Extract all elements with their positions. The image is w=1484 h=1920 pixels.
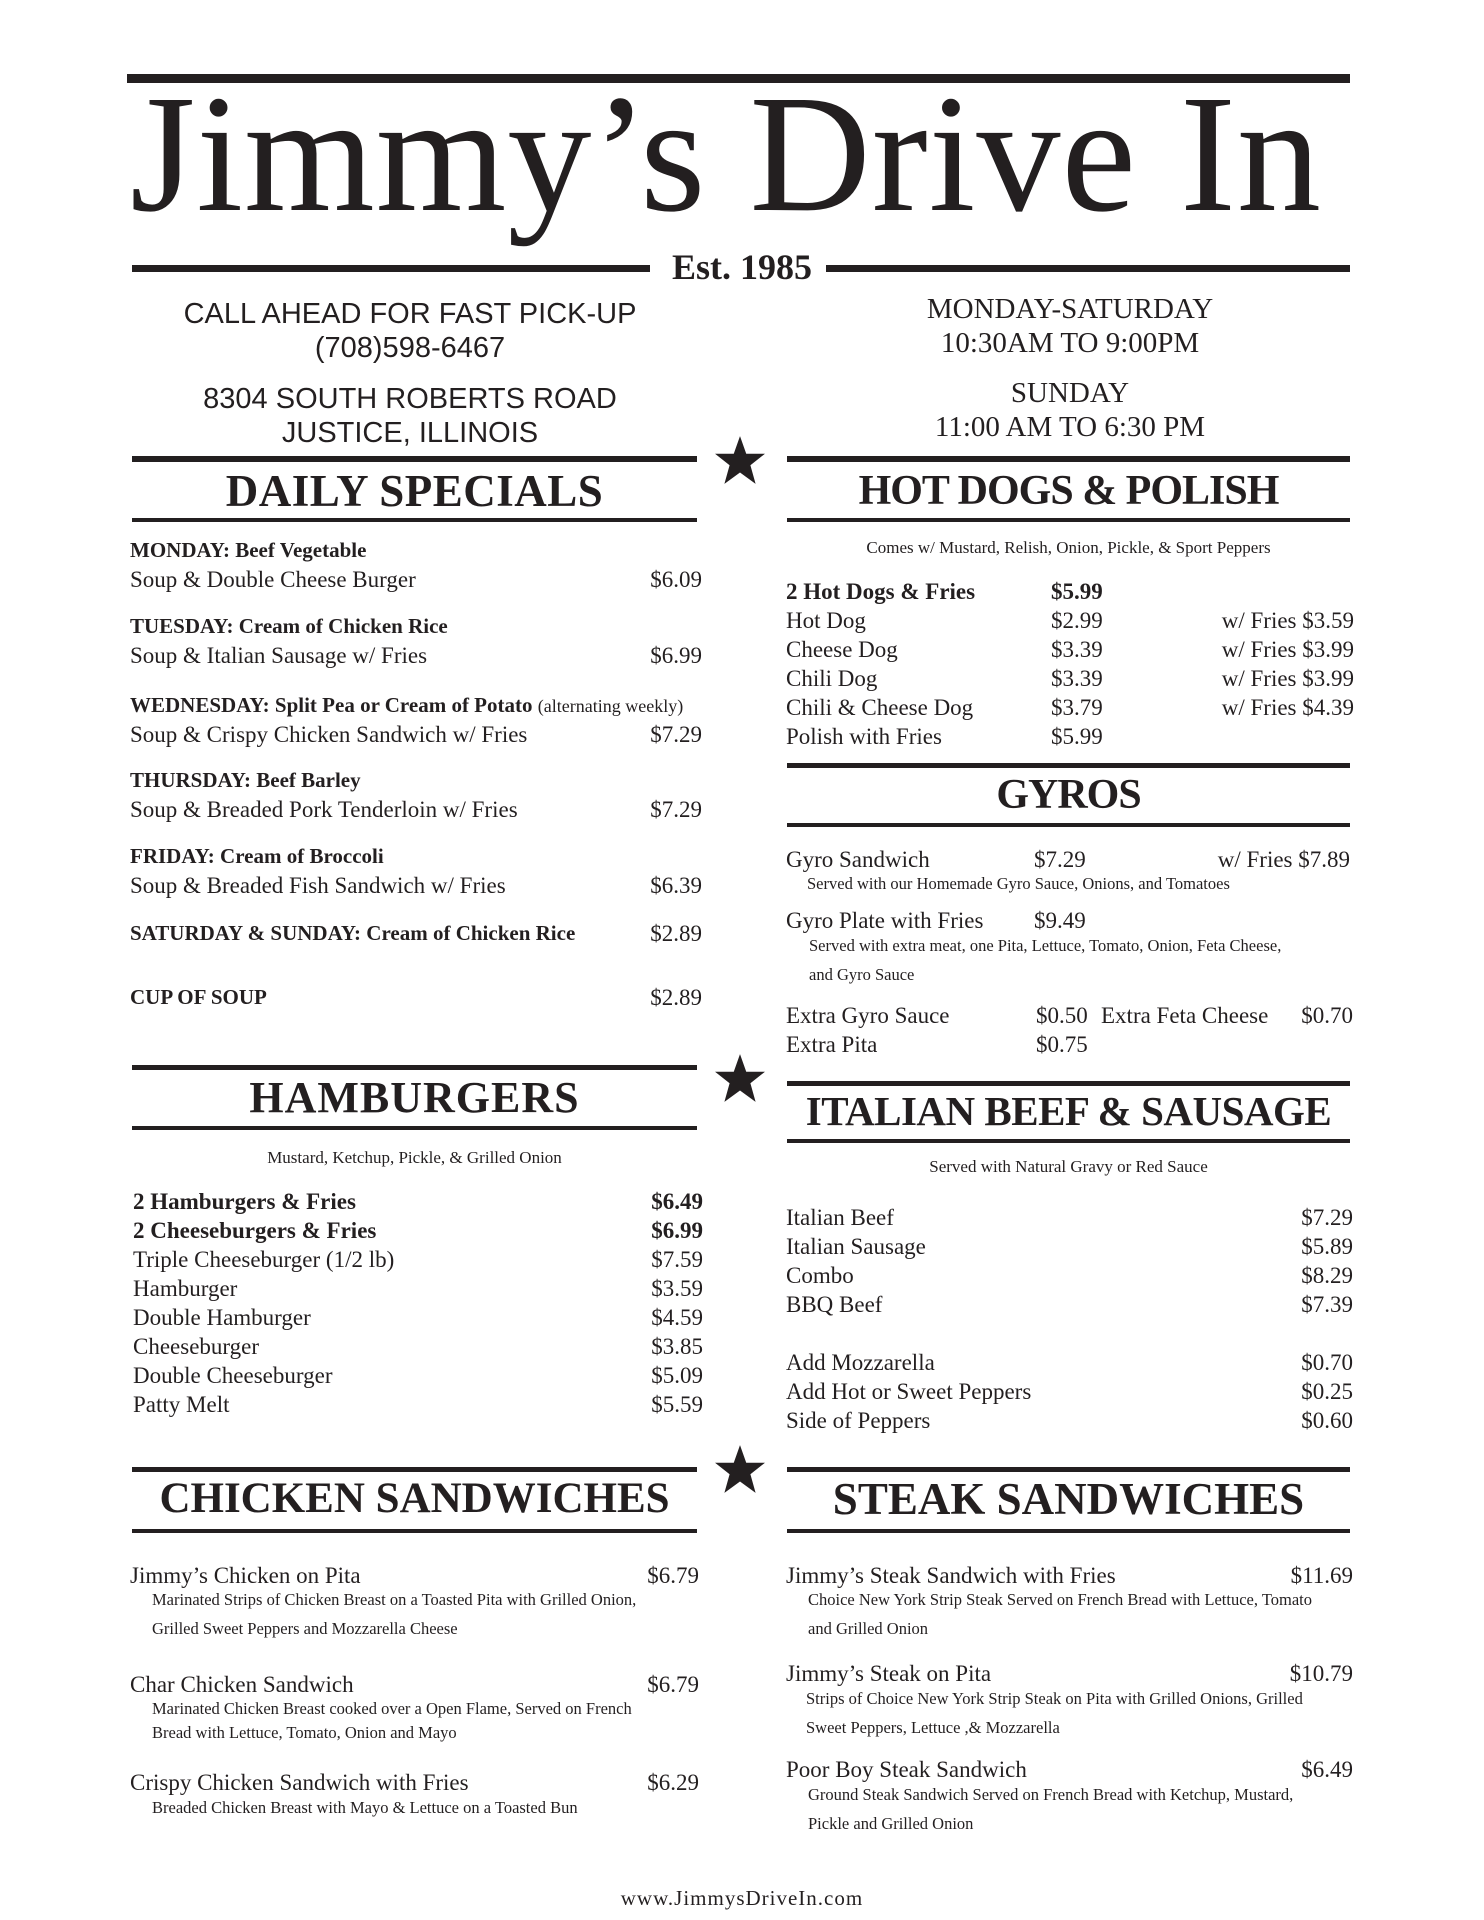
extra-gyro-sauce: Extra Gyro Sauce $0.50 — [786, 1003, 1088, 1028]
italian-beef-price: $8.29 — [1301, 1263, 1353, 1288]
star-icon — [714, 434, 766, 486]
special-day-thursday: THURSDAY: Beef Barley — [130, 768, 361, 792]
hamburger-price: $3.59 — [651, 1276, 703, 1301]
hamburger-price: $6.99 — [651, 1218, 703, 1243]
hamburger-item: Triple Cheeseburger (1/2 lb) $7.59 — [133, 1247, 703, 1272]
hot-dog-item: Chili Dog $3.39 w/ Fries $3.99 — [786, 666, 1354, 691]
hot-dog-item: Chili & Cheese Dog $3.79 w/ Fries $4.39 — [786, 695, 1354, 720]
extra-pita-price: $0.75 — [1036, 1032, 1088, 1057]
italian-beef-item: Italian Sausage $5.89 — [786, 1234, 1353, 1259]
chicken-item: Char Chicken Sandwich $6.79 — [130, 1672, 699, 1697]
extra-pita: Extra Pita $0.75 — [786, 1032, 1088, 1057]
italian-beef-price: $5.89 — [1301, 1234, 1353, 1259]
address-line1: 8304 SOUTH ROBERTS ROAD — [203, 383, 617, 415]
chicken-desc: Grilled Sweet Peppers and Mozzarella Cheese — [152, 1619, 458, 1638]
gyros-top-rule — [787, 763, 1350, 768]
italian-beef-title: ITALIAN BEEF & SAUSAGE — [805, 1088, 1332, 1134]
hamburger-price: $7.59 — [651, 1247, 703, 1272]
gyro-sandwich-desc: Served with our Homemade Gyro Sauce, Onions, and Tomatoes — [807, 874, 1230, 893]
hamburgers-bottom-rule — [132, 1126, 697, 1130]
hamburger-price: $6.49 — [651, 1189, 703, 1214]
steak-item: Poor Boy Steak Sandwich $6.49 — [786, 1757, 1353, 1782]
hot-dog-fries-price: w/ Fries $4.39 — [1221, 695, 1354, 720]
gyro-sandwich-price: $7.29 — [1034, 847, 1086, 872]
call-ahead-text: CALL AHEAD FOR FAST PICK-UP — [183, 298, 637, 330]
hamburger-item: Cheeseburger $3.85 — [133, 1334, 703, 1359]
steak-title: STEAK SANDWICHES — [832, 1474, 1305, 1524]
star-icon — [714, 1443, 766, 1495]
address-line2: JUSTICE, ILLINOIS — [281, 417, 539, 449]
steak-desc: Pickle and Grilled Onion — [808, 1814, 974, 1833]
extra-gyro-sauce-price: $0.50 — [1036, 1003, 1088, 1028]
chicken-price: $6.79 — [647, 1672, 699, 1697]
special-item-wednesday: Soup & Crispy Chicken Sandwich w/ Fries $7.29 — [130, 722, 702, 747]
steak-top-rule — [787, 1467, 1350, 1472]
gyro-plate-desc: Served with extra meat, one Pita, Lettuce, Tomato, Onion, Feta Cheese, — [809, 936, 1282, 955]
hours-weekday-label: MONDAY-SATURDAY — [926, 293, 1214, 325]
chicken-item: Jimmy’s Chicken on Pita $6.79 — [130, 1563, 699, 1588]
steak-desc: Ground Steak Sandwich Served on French Bread with Ketchup, Mustard, — [808, 1785, 1294, 1804]
hot-dog-fries-price: w/ Fries $3.99 — [1221, 637, 1354, 662]
gyro-plate-price: $9.49 — [1034, 908, 1086, 933]
hot-dog-item: Cheese Dog $3.39 w/ Fries $3.99 — [786, 637, 1354, 662]
special-weekend-price: $2.89 — [650, 921, 702, 946]
extra-feta-cheese-price: $0.70 — [1301, 1003, 1353, 1028]
special-day-wednesday: WEDNESDAY: Split Pea or Cream of Potato (alternating weekly) — [130, 693, 684, 717]
hours-weekday: 10:30AM TO 9:00PM — [940, 327, 1200, 359]
hamburger-item: Double Cheeseburger $5.09 — [133, 1363, 703, 1388]
hamburgers-top-rule — [132, 1065, 697, 1070]
steak-desc: Strips of Choice New York Strip Steak on Pita with Grilled Onions, Grilled — [806, 1689, 1303, 1708]
hamburger-item: 2 Hamburgers & Fries $6.49 — [133, 1189, 703, 1214]
website-link[interactable]: www.JimmysDriveIn.com — [620, 1886, 864, 1910]
steak-item: Jimmy’s Steak on Pita $10.79 — [786, 1661, 1353, 1686]
chicken-top-rule — [132, 1467, 697, 1472]
hot-dog-item: Hot Dog $2.99 w/ Fries $3.59 — [786, 608, 1354, 633]
italian-beef-subtitle: Served with Natural Gravy or Red Sauce — [929, 1157, 1208, 1176]
italian-beef-item: BBQ Beef $7.39 — [786, 1292, 1353, 1317]
steak-price: $6.49 — [1301, 1757, 1353, 1782]
header-rule-right — [826, 265, 1350, 272]
special-price-tuesday: $6.99 — [650, 643, 702, 668]
special-item-tuesday: Soup & Italian Sausage w/ Fries $6.99 — [130, 643, 702, 668]
hot-dogs-subtitle: Comes w/ Mustard, Relish, Onion, Pickle, & Sport Peppers — [866, 538, 1271, 557]
hot-dog-price: $3.79 — [1051, 695, 1103, 720]
chicken-title: CHICKEN SANDWICHES — [159, 1475, 670, 1522]
italian-beef-item: Italian Beef $7.29 — [786, 1205, 1353, 1230]
chicken-desc: Marinated Chicken Breast cooked over a Open Flame, Served on French — [152, 1699, 632, 1718]
special-note-wednesday: (alternating weekly) — [537, 696, 684, 716]
hamburger-price: $4.59 — [651, 1305, 703, 1330]
special-item-thursday: Soup & Breaded Pork Tenderloin w/ Fries $7.29 — [130, 797, 702, 822]
chicken-desc: Marinated Strips of Chicken Breast on a Toasted Pita with Grilled Onion, — [152, 1590, 637, 1609]
chicken-bottom-rule — [132, 1529, 697, 1533]
chicken-desc: Bread with Lettuce, Tomato, Onion and Mayo — [152, 1723, 457, 1742]
special-weekend: SATURDAY & SUNDAY: Cream of Chicken Rice $2.89 — [130, 921, 702, 946]
hot-dogs-top-rule — [787, 456, 1350, 462]
established-year: Est. 1985 — [671, 247, 812, 287]
gyros-title: GYROS — [996, 772, 1141, 818]
italian-beef-addon-price: $0.70 — [1301, 1350, 1353, 1375]
special-price-monday: $6.09 — [650, 567, 702, 592]
hamburger-item: Double Hamburger $4.59 — [133, 1305, 703, 1330]
italian-beef-addon: Add Hot or Sweet Peppers $0.25 — [786, 1379, 1353, 1404]
special-price-friday: $6.39 — [650, 873, 702, 898]
special-day-friday: FRIDAY: Cream of Broccoli — [130, 844, 384, 868]
hamburger-price: $3.85 — [651, 1334, 703, 1359]
steak-price: $11.69 — [1290, 1563, 1353, 1588]
italian-beef-addon-price: $0.60 — [1301, 1408, 1353, 1433]
cup-of-soup-price: $2.89 — [650, 985, 702, 1010]
hot-dog-price: $5.99 — [1051, 724, 1103, 749]
hamburgers-subtitle: Mustard, Ketchup, Pickle, & Grilled Onion — [267, 1148, 562, 1167]
italian-beef-bottom-rule — [787, 1139, 1350, 1143]
chicken-price: $6.79 — [647, 1563, 699, 1588]
gyro-plate-desc: and Gyro Sauce — [809, 965, 915, 984]
chicken-desc: Breaded Chicken Breast with Mayo & Lettuce on a Toasted Bun — [152, 1798, 578, 1817]
italian-beef-addon: Add Mozzarella $0.70 — [786, 1350, 1353, 1375]
steak-bottom-rule — [787, 1529, 1350, 1533]
hamburger-item: 2 Cheeseburgers & Fries $6.99 — [133, 1218, 703, 1243]
hamburger-item: Hamburger $3.59 — [133, 1276, 703, 1301]
italian-beef-addon-price: $0.25 — [1301, 1379, 1353, 1404]
special-day-monday: MONDAY: Beef Vegetable — [130, 538, 367, 562]
hamburger-price: $5.59 — [651, 1392, 703, 1417]
hot-dogs-bottom-rule — [787, 518, 1350, 522]
italian-beef-price: $7.39 — [1301, 1292, 1353, 1317]
hot-dog-fries-price: w/ Fries $3.99 — [1221, 666, 1354, 691]
steak-item: Jimmy’s Steak Sandwich with Fries $11.69 — [786, 1563, 1353, 1588]
hot-dog-price: $5.99 — [1051, 579, 1103, 604]
cup-of-soup: CUP OF SOUP $2.89 — [130, 985, 702, 1010]
phone-number[interactable]: (708)598-6467 — [314, 332, 506, 364]
gyro-plate: Gyro Plate with Fries $9.49 — [786, 908, 1086, 933]
hours-sunday-label: SUNDAY — [1010, 377, 1130, 409]
extra-feta-cheese: Extra Feta Cheese $0.70 — [1101, 1003, 1353, 1028]
daily-specials-title: DAILY SPECIALS — [225, 466, 604, 516]
hot-dog-price: $3.39 — [1051, 666, 1103, 691]
chicken-price: $6.29 — [647, 1770, 699, 1795]
steak-desc: and Grilled Onion — [808, 1619, 929, 1638]
special-item-friday: Soup & Breaded Fish Sandwich w/ Fries $6.39 — [130, 873, 702, 898]
hot-dog-item: 2 Hot Dogs & Fries $5.99 — [786, 579, 1103, 604]
steak-desc: Choice New York Strip Steak Served on French Bread with Lettuce, Tomato — [808, 1590, 1312, 1609]
hot-dog-fries-price: w/ Fries $3.59 — [1221, 608, 1354, 633]
hours-sunday: 11:00 AM TO 6:30 PM — [934, 411, 1206, 443]
special-day-tuesday: TUESDAY: Cream of Chicken Rice — [130, 614, 448, 638]
hot-dogs-title: HOT DOGS & POLISH — [858, 468, 1279, 514]
gyro-sandwich: Gyro Sandwich $7.29 w/ Fries $7.89 — [786, 847, 1350, 872]
hamburger-price: $5.09 — [651, 1363, 703, 1388]
italian-beef-item: Combo $8.29 — [786, 1263, 1353, 1288]
hot-dog-price: $3.39 — [1051, 637, 1103, 662]
special-price-thursday: $7.29 — [650, 797, 702, 822]
hamburger-item: Patty Melt $5.59 — [133, 1392, 703, 1417]
hot-dog-price: $2.99 — [1051, 608, 1103, 633]
italian-beef-price: $7.29 — [1301, 1205, 1353, 1230]
daily-specials-bottom-rule — [132, 518, 697, 522]
special-item-monday: Soup & Double Cheese Burger $6.09 — [130, 567, 702, 592]
steak-price: $10.79 — [1289, 1661, 1353, 1686]
daily-specials-top-rule — [132, 456, 697, 462]
restaurant-title: Jimmy’s Drive In — [130, 61, 1322, 247]
steak-desc: Sweet Peppers, Lettuce ,& Mozzarella — [806, 1718, 1060, 1737]
italian-beef-addon: Side of Peppers $0.60 — [786, 1408, 1353, 1433]
gyro-sandwich-fries-price: w/ Fries $7.89 — [1217, 847, 1350, 872]
star-icon — [714, 1052, 766, 1104]
special-price-wednesday: $7.29 — [650, 722, 702, 747]
chicken-item: Crispy Chicken Sandwich with Fries $6.29 — [130, 1770, 699, 1795]
hamburgers-title: HAMBURGERS — [249, 1073, 580, 1122]
hot-dog-item: Polish with Fries $5.99 — [786, 724, 1103, 749]
gyros-bottom-rule — [787, 823, 1350, 827]
